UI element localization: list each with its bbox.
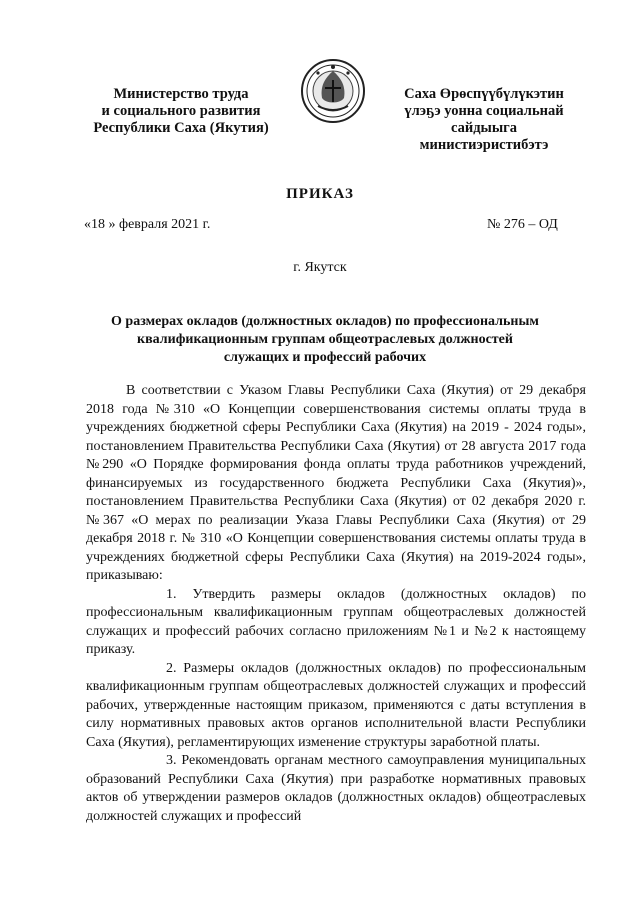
order-date: «18 » февраля 2021 г. bbox=[84, 217, 211, 232]
order-subject bbox=[100, 313, 550, 367]
ministry-name-russian bbox=[78, 86, 284, 137]
ministry-name-yakut bbox=[386, 86, 582, 154]
item-text: Рекомендовать органам местного самоуправления муниципальных образований Республики Саха (Якутия) при разработке нормативных правовых актов об утверждении размеров окладов (должностных окладов) общеотраслевых должностей служащих и профессий bbox=[86, 753, 586, 824]
coat-of-arms-emblem-icon bbox=[300, 58, 366, 124]
order-city: г. Якутск bbox=[293, 260, 347, 275]
order-body bbox=[86, 382, 586, 826]
item-text: Размеры окладов (должностных окладов) по профессиональным квалификационным группам общеотраслевых должностей служащих и профессий рабочих, утвержденные настоящим приказом, применяются с даты вступления в силу нормативных правовых актов органов исполнительной власти Республики Саха (Якутия), регламентирующих изменение структуры заработной платы. bbox=[86, 660, 587, 750]
ministry-name-line: сайдыыга министиэристибэтэ bbox=[419, 120, 549, 153]
ministry-name-line: Республики Саха (Якутия) bbox=[93, 120, 269, 136]
subject-line: служащих и профессий рабочих bbox=[223, 350, 427, 365]
ministry-name-line: Министерство труда bbox=[113, 86, 249, 102]
item-number: 3. bbox=[166, 753, 177, 768]
preamble-paragraph: В соответствии с Указом Главы Республики Саха (Якутия) от 29 декабря 2018 года №310 «О Концепции совершенствования системы оплаты труда в учреждениях бюджетной сферы Республики Саха (Якутия) на 2019 - 2024 годы», постановлением Правительства Республики Саха (Якутия) от 28 августа 2017 года №290 «О Порядке формирования фонда оплаты труда работников учреждений, финансируемых из государственного бюджета Республики Саха (Якутия)», постановлением Правительства Республики Саха (Якутия) от 02 декабря 2020 г. №367 «О мерах по реализации Указа Главы Республики Саха (Якутия) от 29 декабря 2018 г. № 310 «О Концепции совершенствования системы оплаты труда в учреждениях бюджетной сферы Республики Саха (Якутия) на 2019-2024 годы», приказываю: bbox=[86, 383, 586, 583]
order-item bbox=[86, 660, 586, 753]
item-text: Утвердить размеры окладов (должностных окладов) по профессиональным квалификационным группам общеотраслевых должностей служащих и профессий рабочих согласно приложениям №1 и №2 к настоящему приказу. bbox=[86, 586, 586, 657]
subject-line: О размерах окладов (должностных окладов) по профессиональным bbox=[111, 314, 539, 329]
item-number: 1. bbox=[166, 586, 177, 602]
item-number: 2. bbox=[166, 660, 177, 676]
subject-line: квалификационным группам общеотраслевых должностей bbox=[137, 332, 513, 347]
order-item bbox=[86, 586, 586, 660]
order-number: № 276 – ОД bbox=[487, 217, 558, 232]
ministry-name-line: и социального развития bbox=[101, 103, 261, 119]
document-title: ПРИКАЗ bbox=[286, 186, 354, 202]
ministry-name-line: Саха Өрөспүүбүлүкэтин bbox=[404, 86, 564, 102]
order-item bbox=[86, 752, 586, 826]
ministry-name-line: үлэҕэ уонна социальнай bbox=[404, 103, 564, 119]
